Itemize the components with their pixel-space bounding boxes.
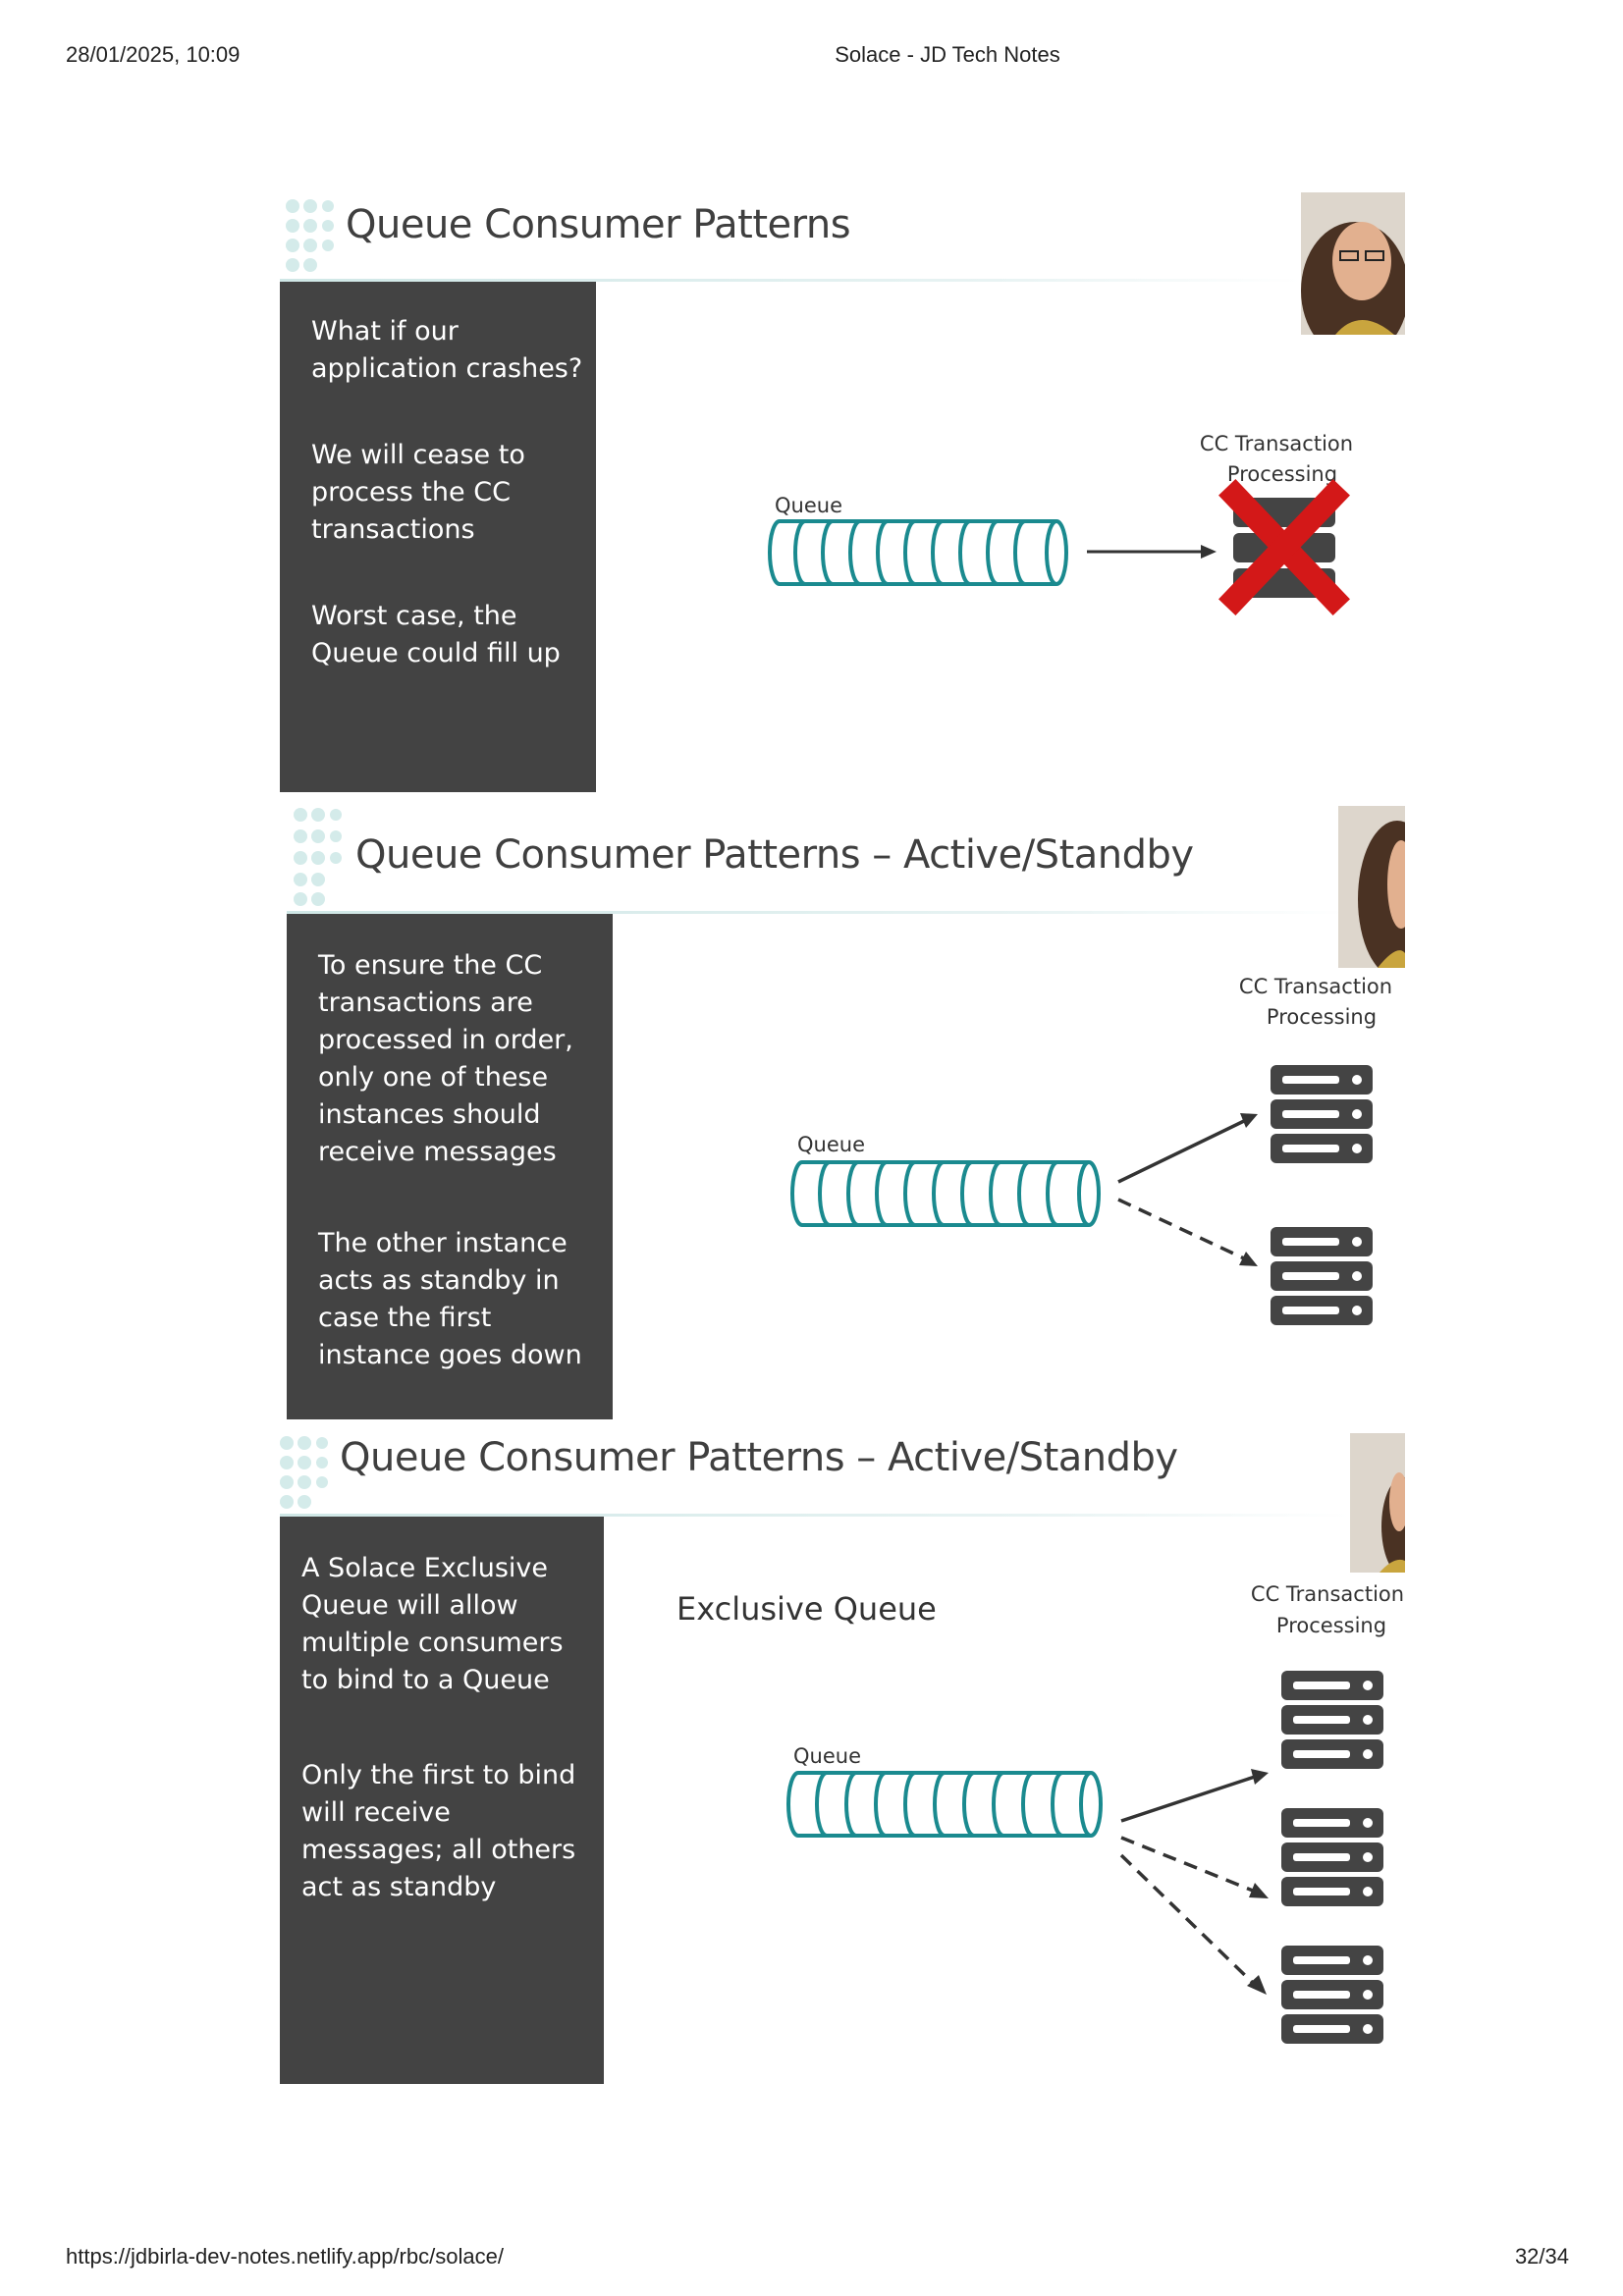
failed-server-icon [1217, 486, 1350, 614]
consumer-label: CC Transaction [1250, 1582, 1405, 1606]
queue-label: Queue [793, 1744, 861, 1768]
arrow-icon [1117, 1718, 1284, 2002]
bullet-text: Worst case, the Queue could fill up [311, 601, 561, 668]
presenter-photo [1350, 1433, 1405, 1573]
text-panel [280, 282, 596, 792]
server-icon [1269, 1063, 1377, 1166]
queue-label: Queue [775, 494, 842, 517]
arrow-icon [1114, 1109, 1271, 1276]
bullet-text: What if our application crashes? [311, 316, 583, 384]
server-icon [1279, 1944, 1387, 2047]
queue-icon [784, 1767, 1109, 1845]
server-icon [1279, 1806, 1387, 1909]
consumer-label: CC Transaction [1199, 432, 1354, 455]
bullet-text: To ensure the CC transactions are processed in order, only one of these instances should receive messages [318, 950, 573, 1167]
print-datetime: 28/01/2025, 10:09 [66, 42, 241, 67]
server-icon [1269, 1225, 1377, 1328]
consumer-label: Processing [1266, 1005, 1378, 1029]
queue-label: Queue [797, 1133, 865, 1156]
text-panel [287, 914, 613, 1419]
consumer-label: CC Transaction [1238, 975, 1393, 998]
presenter-photo [1338, 806, 1405, 968]
bullet-text: A Solace Exclusive Queue will allow multiple consumers to bind to a Queue [301, 1553, 564, 1695]
server-icon [1279, 1669, 1387, 1772]
bullet-text: Only the first to bind will receive messages; all others act as standby [301, 1760, 576, 1902]
decorative-dots [293, 805, 348, 907]
text-panel [280, 1517, 604, 2084]
page-number: 32/34 [1514, 2244, 1569, 2269]
print-url[interactable]: https://jdbirla-dev-notes.netlify.app/rbc/solace/ [66, 2244, 504, 2269]
queue-icon [766, 515, 1070, 594]
print-title: Solace - JD Tech Notes [835, 42, 1060, 67]
presenter-photo [1301, 192, 1405, 335]
slide-title: Queue Consumer Patterns – Active/Standby [340, 1435, 1178, 1480]
queue-icon [788, 1156, 1103, 1235]
decorative-dots [285, 196, 340, 279]
slide-title: Queue Consumer Patterns – Active/Standby [355, 832, 1194, 878]
bullet-text: We will cease to process the CC transactions [311, 440, 525, 545]
arrow-icon [1085, 542, 1222, 561]
consumer-label: Processing [1226, 462, 1338, 486]
exclusive-queue-heading: Exclusive Queue [676, 1590, 937, 1628]
consumer-label: Processing [1275, 1614, 1387, 1637]
decorative-dots [279, 1433, 334, 1516]
slide-title: Queue Consumer Patterns [346, 202, 851, 247]
bullet-text: The other instance acts as standby in case the first instance goes down [318, 1228, 582, 1370]
